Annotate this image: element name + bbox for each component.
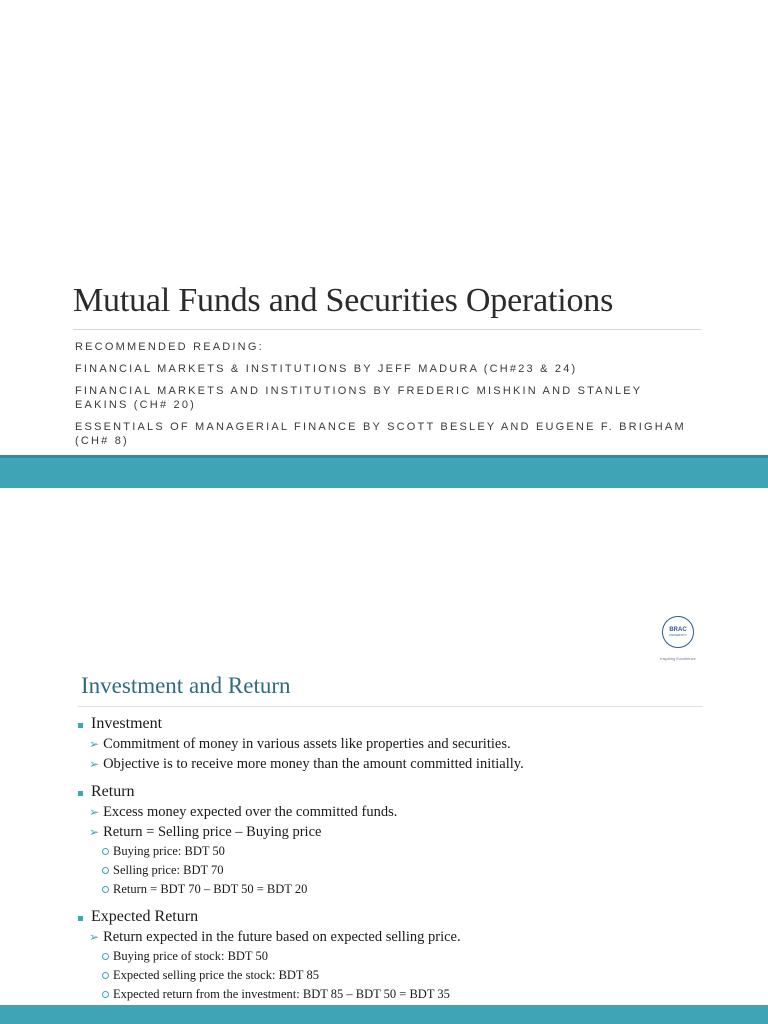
square-bullet-icon — [78, 723, 83, 728]
subtitle-reading-mishkin: FINANCIAL MARKETS AND INSTITUTIONS BY FREDERIC MISHKIN AND STANLEY EAKINS (CH# 20) — [75, 385, 643, 411]
subtitle-list — [75, 340, 700, 455]
slide-1-title: Mutual Funds and Securities Operations — [73, 282, 614, 319]
square-bullet-icon — [78, 791, 83, 796]
title-divider — [73, 329, 701, 330]
slide-2 — [0, 488, 768, 1024]
circle-bullet-icon — [102, 886, 109, 893]
bullet-level-3 — [76, 842, 716, 861]
logo-tagline: Inspiring Excellence — [660, 656, 696, 661]
bullet-text: Excess money expected over the committed funds. — [103, 804, 398, 820]
bullet-text: Objective is to receive more money than the amount committed initially. — [103, 756, 524, 772]
bullet-level-3 — [76, 861, 716, 880]
bullet-text: Expected selling price the stock: BDT 85 — [113, 968, 319, 982]
section-return — [76, 782, 716, 899]
section-investment — [76, 714, 716, 774]
bullet-text: Return expected in the future based on expected selling price. — [103, 929, 461, 945]
bullet-level-3 — [76, 947, 716, 966]
subtitle-reading-madura: FINANCIAL MARKETS & INSTITUTIONS BY JEFF MADURA (CH#23 & 24) — [75, 363, 578, 375]
arrow-bullet-icon: ➢ — [89, 930, 100, 944]
circle-bullet-icon — [102, 953, 109, 960]
brac-university-logo — [654, 616, 702, 666]
slide-2-title: Investment and Return — [81, 673, 291, 698]
bullet-text: Expected return from the investment: BDT 85 – BDT 50 = BDT 35 — [113, 987, 450, 1001]
slide-divider-band — [0, 455, 768, 488]
subtitle-recommended-reading: RECOMMENDED READING: — [75, 341, 264, 353]
bullet-text: Expected Return — [91, 908, 199, 925]
logo-text-brac: BRAC — [669, 627, 687, 633]
bullet-text: Return = BDT 70 – BDT 50 = BDT 20 — [113, 882, 308, 896]
bullet-level-1 — [76, 714, 716, 734]
bullet-level-3 — [76, 985, 716, 1004]
arrow-bullet-icon: ➢ — [89, 825, 100, 839]
circle-bullet-icon — [102, 867, 109, 874]
section-expected-return — [76, 907, 716, 1004]
arrow-bullet-icon: ➢ — [89, 757, 100, 771]
bullet-text: Buying price of stock: BDT 50 — [113, 949, 268, 963]
title-divider — [78, 706, 703, 707]
bullet-level-2 — [76, 734, 716, 754]
circle-bullet-icon — [102, 848, 109, 855]
bullet-level-2 — [76, 822, 716, 842]
subtitle-reading-besley: ESSENTIALS OF MANAGERIAL FINANCE BY SCOTT BESLEY AND EUGENE F. BRIGHAM (CH# 8) — [75, 421, 686, 447]
bullet-level-2 — [76, 802, 716, 822]
bullet-text: Commitment of money in various assets like properties and securities. — [103, 736, 511, 752]
arrow-bullet-icon: ➢ — [89, 805, 100, 819]
bullet-text: Return — [91, 783, 135, 800]
bullet-text: Buying price: BDT 50 — [113, 844, 225, 858]
slide-footer-band — [0, 1005, 768, 1024]
bullet-level-2 — [76, 927, 716, 947]
bullet-text: Investment — [91, 715, 163, 732]
square-bullet-icon — [78, 916, 83, 921]
bullet-level-2 — [76, 754, 716, 774]
circle-bullet-icon — [102, 972, 109, 979]
bullet-text: Selling price: BDT 70 — [113, 863, 224, 877]
bullet-level-3 — [76, 880, 716, 899]
logo-text-university: UNIVERSITY — [668, 633, 687, 637]
arrow-bullet-icon: ➢ — [89, 737, 100, 751]
logo-seal-icon — [662, 616, 694, 648]
slide-1 — [0, 0, 768, 455]
bullet-level-1 — [76, 782, 716, 802]
bullet-level-3 — [76, 966, 716, 985]
slide-2-content — [76, 714, 716, 1012]
circle-bullet-icon — [102, 991, 109, 998]
bullet-text: Return = Selling price – Buying price — [103, 824, 322, 840]
bullet-level-1 — [76, 907, 716, 927]
